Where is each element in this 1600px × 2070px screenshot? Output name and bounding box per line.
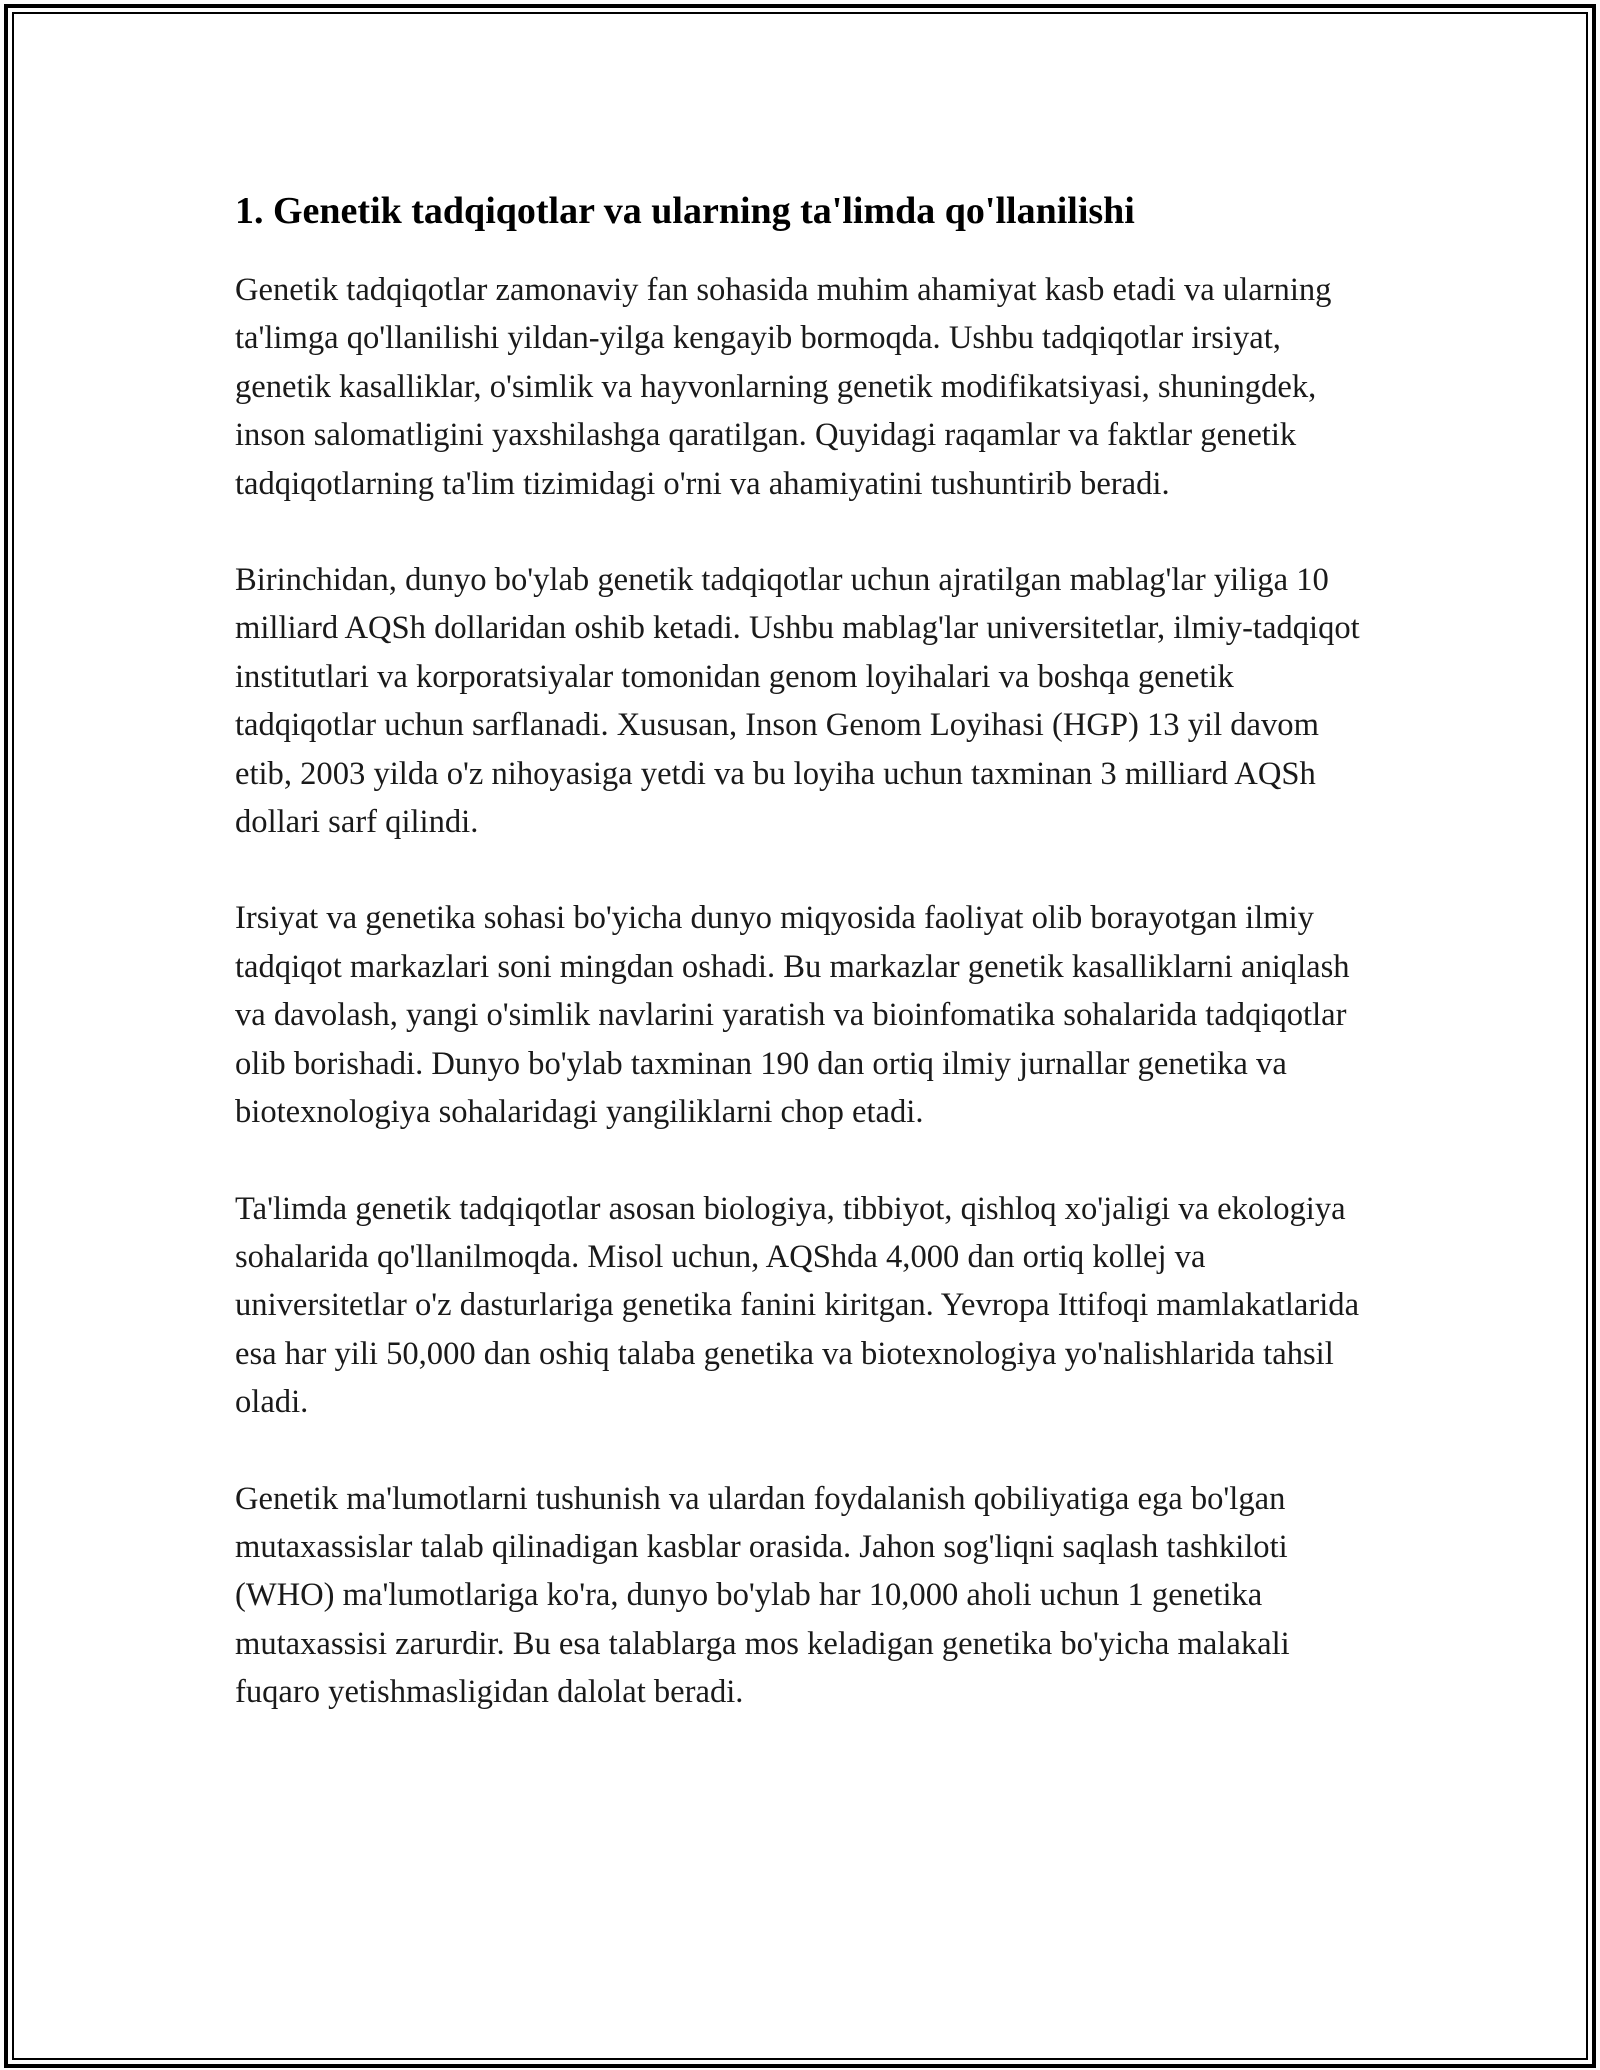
- paragraph-specialists: Genetik ma'lumotlarni tushunish va ulardan foydalanish qobiliyatiga ega bo'lgan mutaxassislar talab qilinadigan kasblar orasida. Jahon sog'liqni saqlash tashkiloti (WHO) ma'lumotlariga ko'ra, dunyo bo'ylab har 10,000 aholi uchun 1 genetika mutaxassisi zarurdir. Bu esa talablarga mos keladigan genetika bo'yicha malakali fuqaro yetishmasligidan dalolat beradi.: [235, 1480, 1290, 1711]
- paragraph-intro: Genetik tadqiqotlar zamonaviy fan sohasida muhim ahamiyat kasb etadi va ularning ta'limga qo'llanilishi yildan-yilga kengayib bormoqda. Ushbu tadqiqotlar irsiyat, genetik kasalliklar, o'simlik va hayvonlarning genetik modifikatsiyasi, shuningdek, inson salomatligini yaxshilashga qaratilgan. Quyidagi raqamlar va faktlar genetik tadqiqotlarning ta'lim tizimidagi o'rni va ahamiyatini tushuntirib beradi.: [235, 272, 1332, 502]
- paragraph-funding: Birinchidan, dunyo bo'ylab genetik tadqiqotlar uchun ajratilgan mablag'lar yiliga 10 milliard AQSh dollaridan oshib ketadi. Ushbu mablag'lar universitetlar, ilmiy-tadqiqot institutlari va korporatsiyalar tomonidan genom loyihalari va boshqa genetik tadqiqotlar uchun sarflanadi. Xususan, Inson Genom Loyihasi (HGP) 13 yil davom etib, 2003 yilda o'z nihoyasiga yetdi va bu loyiha uchun taxminan 3 milliard AQSh dollari sarf qilindi.: [235, 562, 1360, 841]
- paragraph-research-centers: Irsiyat va genetika sohasi bo'yicha dunyo miqyosida faoliyat olib borayotgan ilmiy tadqiqot markazlari soni mingdan oshadi. Bu markazlar genetik kasalliklarni aniqlash va davolash, yangi o'simlik navlarini yaratish va bioinfomatika sohalarida tadqiqotlar olib borishadi. Dunyo bo'ylab taxminan 190 dan ortiq ilmiy jurnallar genetika va biotexnologiya sohalaridagi yangiliklarni chop etadi.: [235, 900, 1350, 1131]
- document-title: 1. Genetik tadqiqotlar va ularning ta'limda qo'llanilishi: [235, 190, 1135, 232]
- paragraph-education: Ta'limda genetik tadqiqotlar asosan biologiya, tibbiyot, qishloq xo'jaligi va ekologiya sohalarida qo'llanilmoqda. Misol uchun, AQShda 4,000 dan ortiq kollej va universitetlar o'z dasturlariga genetika fanini kiritgan. Yevropa Ittifoqi mamlakatlarida esa har yili 50,000 dan oshiq talaba genetika va biotexnologiya yo'nalishlarida tahsil oladi.: [235, 1190, 1360, 1421]
- document-body: [235, 266, 1375, 1765]
